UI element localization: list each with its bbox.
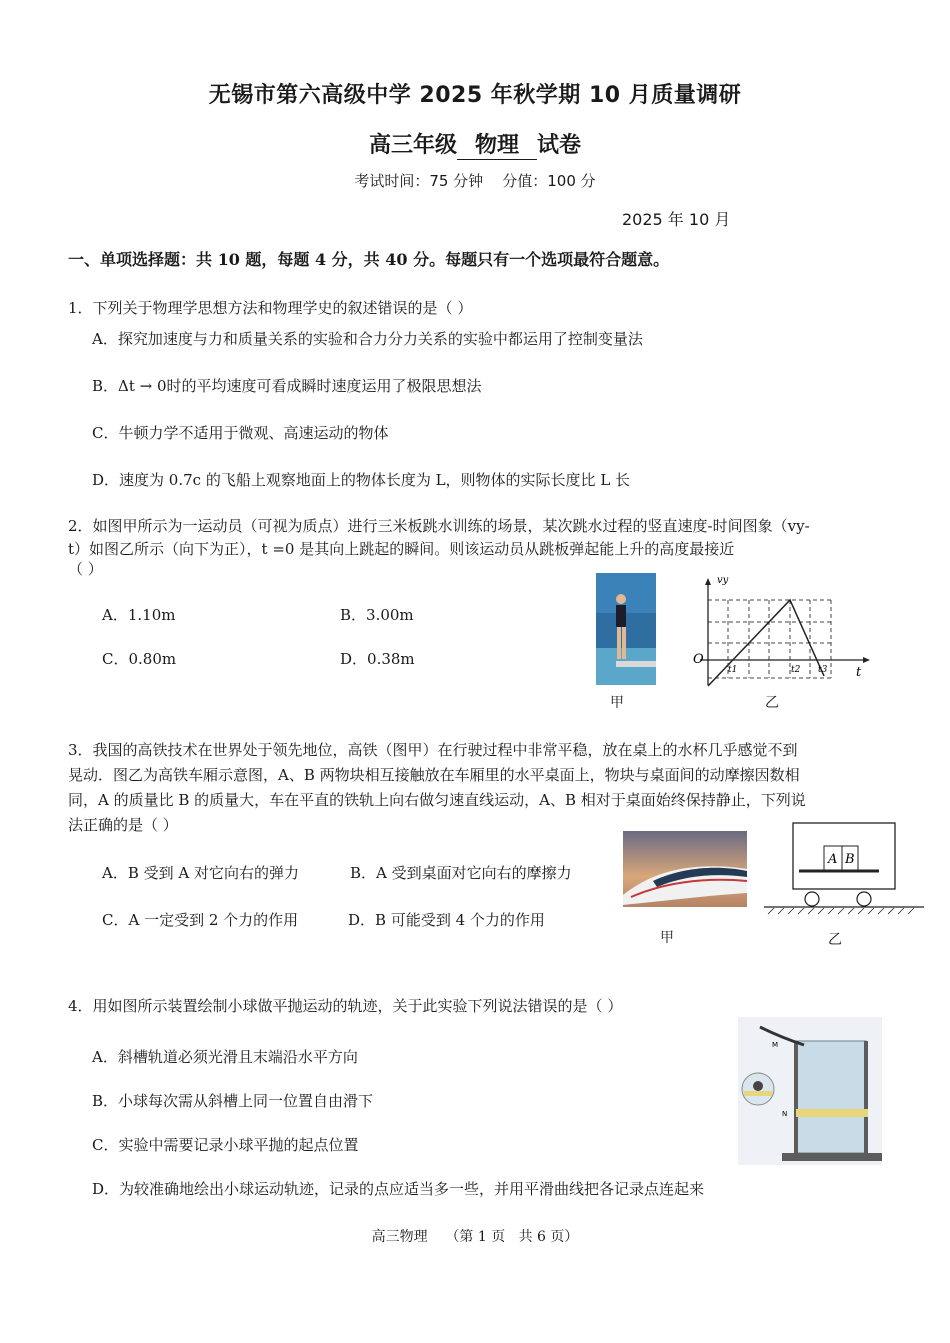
q3-stem-line1: 3．我国的高铁技术在世界处于领先地位，高铁（图甲）在行驶过程中非常平稳，放在桌上的水杯几乎感觉不到: [68, 741, 798, 759]
q2-stem-line3: （ ）: [68, 560, 103, 578]
label-m: M: [772, 1041, 779, 1049]
origin-label: O: [693, 652, 704, 667]
q2-caption-jia: 甲: [610, 695, 624, 711]
q3-caption-jia: 甲: [660, 930, 674, 946]
q2-stem-line1: 2．如图甲所示为一运动员（可视为质点）进行三米板跳水训练的场景，某次跳水过程的竖直速度-时间图象（vy-: [68, 517, 810, 535]
exam-subtitle: [0, 128, 950, 160]
exam-meta: 考试时间：75 分钟 分值：100 分: [354, 172, 596, 190]
exam-title: 无锡市第六高级中学 2025 年秋学期 10 月质量调研: [208, 83, 742, 108]
q3-option-a: A．B 受到 A 对它向右的弹力: [102, 864, 299, 882]
q2-stem-line2: t）如图乙所示（向下为正），t =0 是其向上跳起的瞬间。则该运动员从跳板弹起能上升的高度最接近: [68, 540, 735, 558]
q1-stem: 1．下列关于物理学思想方法和物理学史的叙述错误的是（ ）: [68, 299, 473, 317]
q3-stem-line3: 同，A 的质量比 B 的质量大，车在平直的铁轨上向右做匀速直线运动，A、B 相对于桌面始终保持静止，下列说: [68, 791, 806, 809]
vt-graph: [690, 570, 875, 690]
q3-option-b: B．A 受到桌面对它向右的摩擦力: [350, 864, 572, 882]
wheel-left: [805, 892, 819, 906]
section-heading: 一、单项选择题：共 10 题，每题 4 分，共 40 分。每题只有一个选项最符合题意。: [68, 250, 670, 269]
paper-label: 试卷: [537, 133, 582, 158]
t2-label: t2: [791, 665, 801, 675]
q2-option-d: D．0.38m: [340, 650, 415, 668]
block-a-label: A: [828, 852, 838, 867]
q3-stem-line4: 法正确的是（ ）: [68, 816, 178, 834]
subject-label: 物理: [457, 133, 537, 160]
q4-option-a: A．斜槽轨道必须光滑且末端沿水平方向: [92, 1048, 358, 1066]
q1-option-b: B．Δt → 0时的平均速度可看成瞬时速度运用了极限思想法: [92, 377, 482, 395]
q1-option-c: C．牛顿力学不适用于微观、高速运动的物体: [92, 424, 389, 442]
block-b-label: B: [845, 852, 855, 867]
carriage-diagram: [764, 822, 924, 922]
q4-option-d: D．为较准确地绘出小球运动轨迹，记录的点应适当多一些，并用平滑曲线把各记录点连起来: [92, 1180, 705, 1198]
t-axis-label: t: [856, 665, 862, 680]
train-photo: [623, 831, 747, 907]
t3-label: t3: [818, 665, 828, 675]
q3-stem-line2: 晃动．图乙为高铁车厢示意图，A、B 两物块相互接触放在车厢里的水平桌面上，物块与桌面间的动摩擦因数相: [68, 766, 800, 784]
q3-option-c: C．A 一定受到 2 个力的作用: [102, 911, 299, 929]
q1-option-d: D．速度为 0.7c 的飞船上观察地面上的物体长度为 L，则物体的实际长度比 L 长: [92, 471, 631, 489]
grade-label: 高三年级: [368, 133, 457, 158]
t1-label: t1: [728, 665, 738, 675]
q2-caption-yi: 乙: [765, 695, 779, 711]
q2-option-b: B．3.00m: [340, 606, 414, 624]
q2-option-a: A．1.10m: [102, 606, 176, 624]
q3-caption-yi: 乙: [828, 932, 842, 948]
q1-option-a: A．探究加速度与力和质量关系的实验和合力分力关系的实验中都运用了控制变量法: [92, 330, 643, 348]
q2-option-c: C．0.80m: [102, 650, 177, 668]
q4-option-c: C．实验中需要记录小球平抛的起点位置: [92, 1136, 359, 1154]
q4-stem: 4．用如图所示装置绘制小球做平抛运动的轨迹，关于此实验下列说法错误的是（ ）: [68, 997, 623, 1015]
q3-option-d: D．B 可能受到 4 个力的作用: [348, 911, 545, 929]
exam-date: 2025 年 10 月: [622, 210, 731, 229]
q4-option-b: B．小球每次需从斜槽上同一位置自由滑下: [92, 1092, 374, 1110]
wheel-right: [857, 892, 871, 906]
diver-photo: [596, 573, 656, 685]
page-footer: 高三物理 （第 1 页 共 6 页）: [371, 1229, 579, 1245]
projectile-apparatus-photo: [738, 1017, 882, 1165]
label-n: N: [782, 1110, 788, 1118]
carriage-body: [793, 823, 895, 889]
v-axis-label: vy: [717, 575, 729, 586]
